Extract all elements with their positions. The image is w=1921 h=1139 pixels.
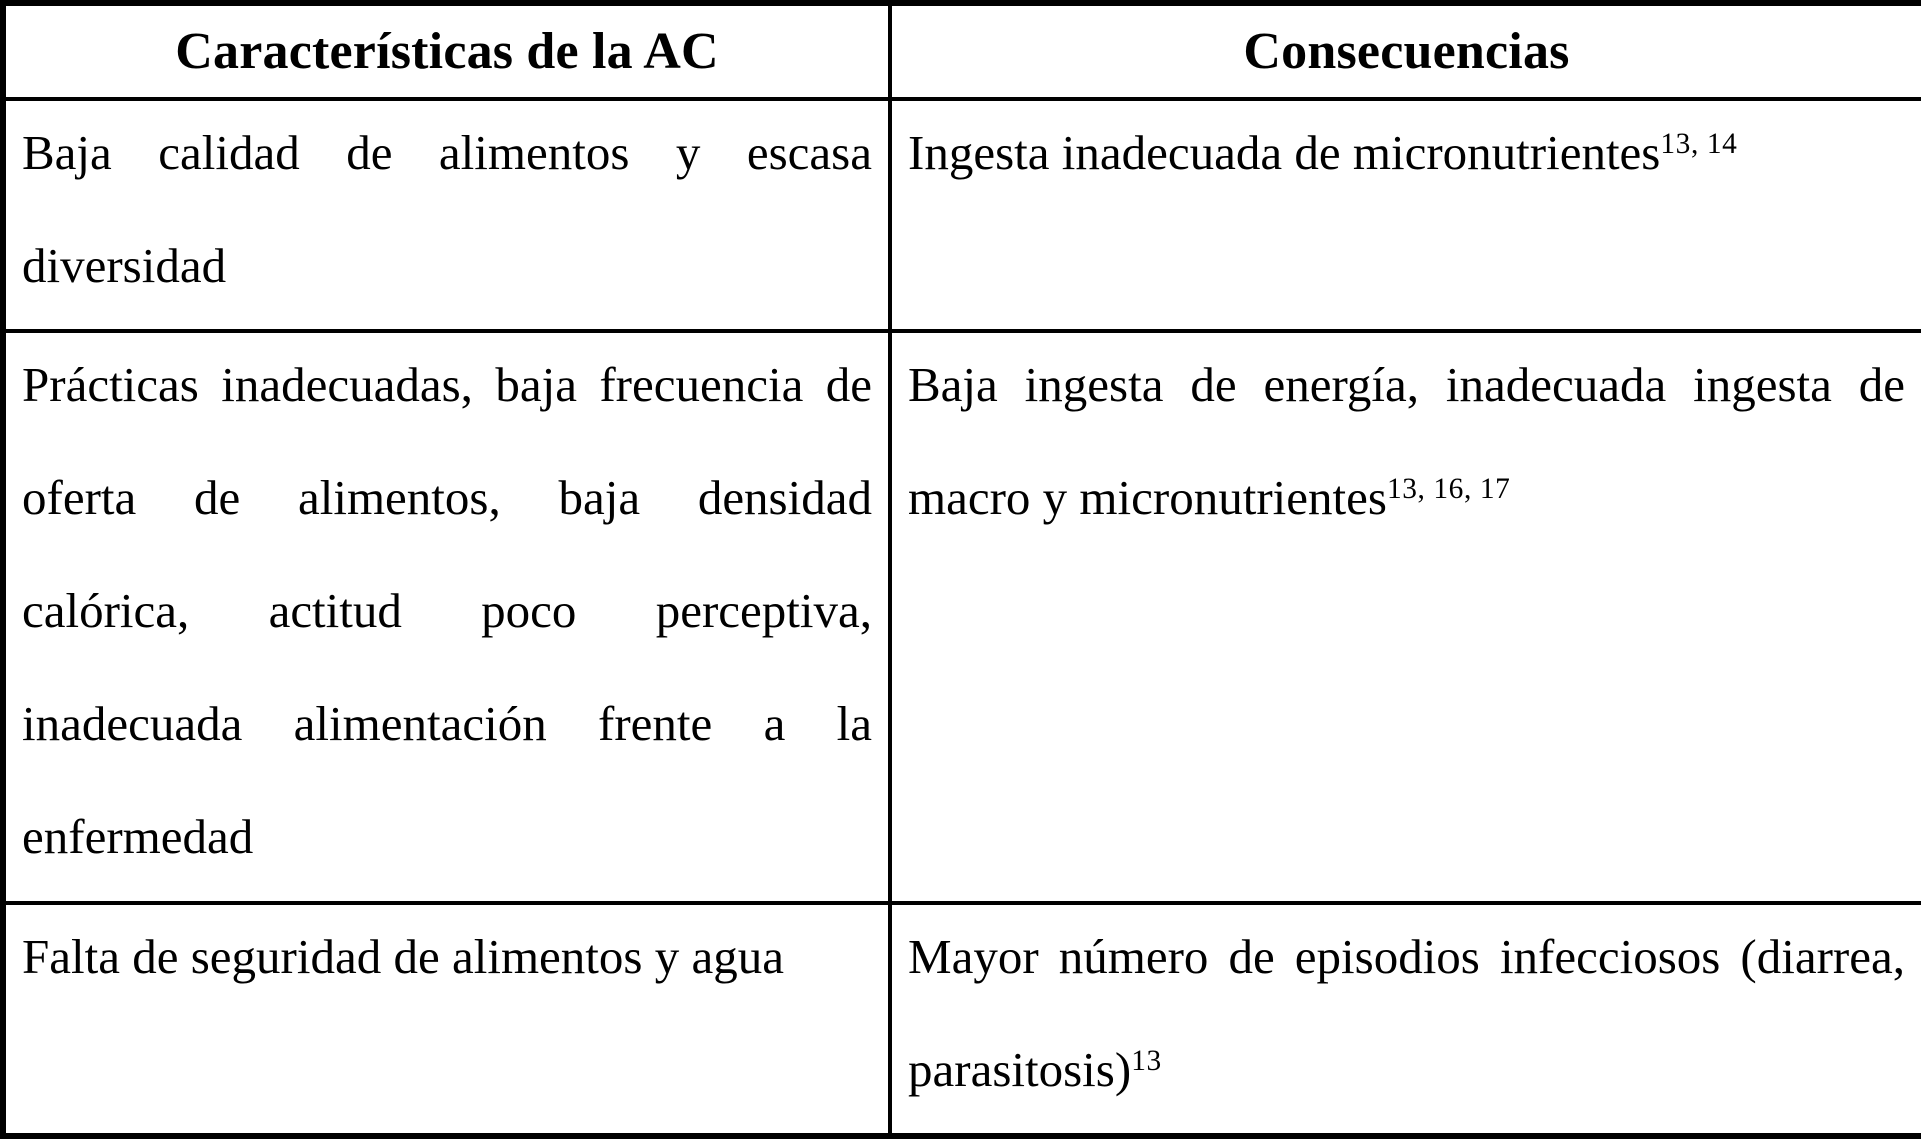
citation-superscript: 13 — [1131, 1044, 1162, 1077]
cell-caracteristica — [3, 903, 890, 1136]
text-line — [908, 1020, 1905, 1133]
text-line — [908, 103, 1905, 216]
citation-superscript: 13, 14 — [1660, 127, 1738, 160]
table-body — [3, 99, 1921, 1136]
text-line-content: parasitosis) — [908, 1042, 1132, 1097]
text-line — [22, 787, 872, 900]
column-header-caracteristicas: Características de la AC — [3, 3, 890, 99]
text-line-content: diversidad — [22, 238, 227, 293]
text-line — [908, 907, 1905, 1020]
text-line-content: Baja ingesta de energía, inadecuada ingesta de — [908, 357, 1905, 412]
text-line-content: Falta de seguridad de alimentos y agua — [22, 929, 784, 984]
text-line — [908, 448, 1905, 561]
table-row — [3, 331, 1921, 903]
text-line — [22, 907, 872, 1020]
text-line-content: Baja calidad de alimentos y escasa — [22, 125, 872, 180]
text-line — [908, 335, 1905, 448]
text-line — [22, 561, 872, 674]
text-line-content: calórica, actitud poco perceptiva, — [22, 583, 872, 638]
text-line-content: inadecuada alimentación frente a la — [22, 696, 872, 751]
header-row — [3, 3, 1921, 99]
table-row — [3, 99, 1921, 331]
text-line — [22, 216, 872, 329]
text-line — [22, 674, 872, 787]
column-header-consecuencias: Consecuencias — [890, 3, 1921, 99]
table-row — [3, 903, 1921, 1136]
cell-consecuencia — [890, 99, 1921, 331]
cell-caracteristica — [3, 331, 890, 903]
text-line-content: Mayor número de episodios infecciosos (diarrea, — [908, 929, 1905, 984]
text-line-content: macro y micronutrientes — [908, 470, 1387, 525]
cell-caracteristica — [3, 99, 890, 331]
text-line — [22, 335, 872, 448]
text-line-content: Prácticas inadecuadas, baja frecuencia de — [22, 357, 872, 412]
cell-consecuencia — [890, 331, 1921, 903]
text-line — [22, 448, 872, 561]
text-line-content: enfermedad — [22, 809, 254, 864]
cell-consecuencia — [890, 903, 1921, 1136]
text-line-content: Ingesta inadecuada de micronutrientes — [908, 125, 1661, 180]
text-line-content: oferta de alimentos, baja densidad — [22, 470, 872, 525]
citation-superscript: 13, 16, 17 — [1386, 472, 1511, 505]
text-line — [22, 103, 872, 216]
